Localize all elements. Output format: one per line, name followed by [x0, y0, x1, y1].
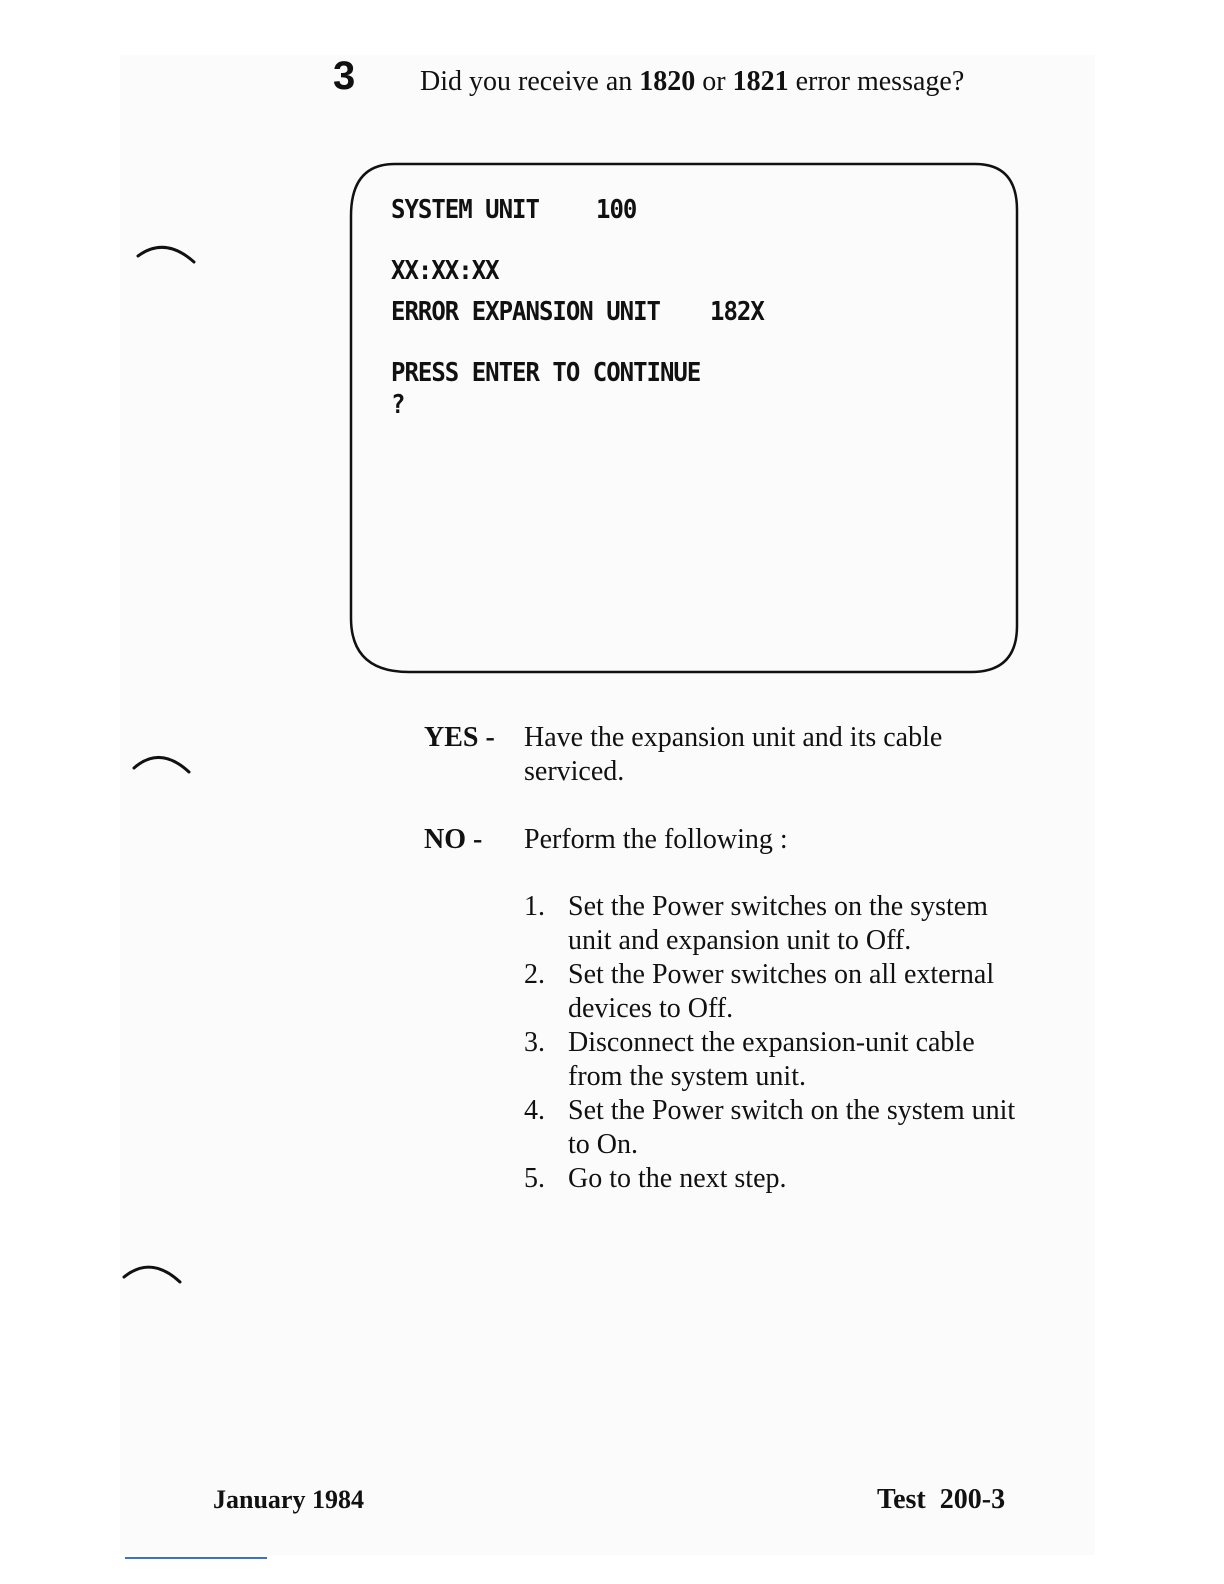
- list-item: [524, 890, 1034, 958]
- question-prefix: Did you receive an: [420, 66, 640, 97]
- no-instruction: Perform the following :: [524, 824, 788, 855]
- list-item-text: Set the Power switches on all external devices to Off.: [568, 959, 995, 1024]
- screen-error-code-value: 182X: [710, 296, 764, 327]
- list-item: [524, 1162, 1034, 1196]
- list-item-number: 2.: [524, 959, 545, 990]
- error-code-1820: 1820: [639, 66, 696, 97]
- list-item-text: Go to the next step.: [568, 1163, 787, 1194]
- question-mid: or: [695, 66, 733, 97]
- list-item-text: Disconnect the expansion-unit cable from the system unit.: [568, 1027, 975, 1092]
- yes-instruction: Have the expansion unit and its cable serviced.: [524, 722, 943, 787]
- screen-line-timestamp: XX:XX:XX: [391, 255, 499, 286]
- procedure-step-list: [524, 890, 1034, 1196]
- screen-system-unit-value: 100: [596, 194, 637, 225]
- screen-system-unit-label: SYSTEM UNIT: [391, 194, 539, 225]
- screen-line-press-enter: PRESS ENTER TO CONTINUE: [391, 357, 701, 388]
- yes-label: YES -: [424, 722, 495, 753]
- screen-line-system-unit: [391, 193, 539, 225]
- no-label: NO -: [424, 824, 483, 855]
- question-suffix: error message?: [788, 66, 965, 97]
- list-item-text: Set the Power switches on the system unit and expansion unit to Off.: [568, 891, 988, 956]
- display-screen-frame: [347, 160, 1022, 678]
- screen-line-error-expansion: [391, 295, 660, 327]
- list-item: [524, 958, 1034, 1026]
- list-item-number: 1.: [524, 891, 545, 922]
- error-code-1821: 1821: [732, 66, 789, 97]
- screen-error-expansion-label: ERROR EXPANSION UNIT: [391, 296, 660, 327]
- bottom-edge-rule: [125, 1557, 267, 1559]
- list-item: [524, 1026, 1034, 1094]
- footer-page-id: Test 200-3: [877, 1484, 1006, 1515]
- screen-outline: [351, 164, 1017, 672]
- step-number: 3: [333, 54, 356, 98]
- list-item-number: 4.: [524, 1095, 545, 1126]
- list-item: [524, 1094, 1034, 1162]
- list-item-number: 5.: [524, 1163, 545, 1194]
- list-item-number: 3.: [524, 1027, 545, 1058]
- screen-line-prompt: ?: [391, 389, 405, 420]
- footer-date: January 1984: [213, 1485, 364, 1514]
- list-item-text: Set the Power switch on the system unit to On.: [568, 1095, 1016, 1160]
- step-question: [420, 64, 964, 100]
